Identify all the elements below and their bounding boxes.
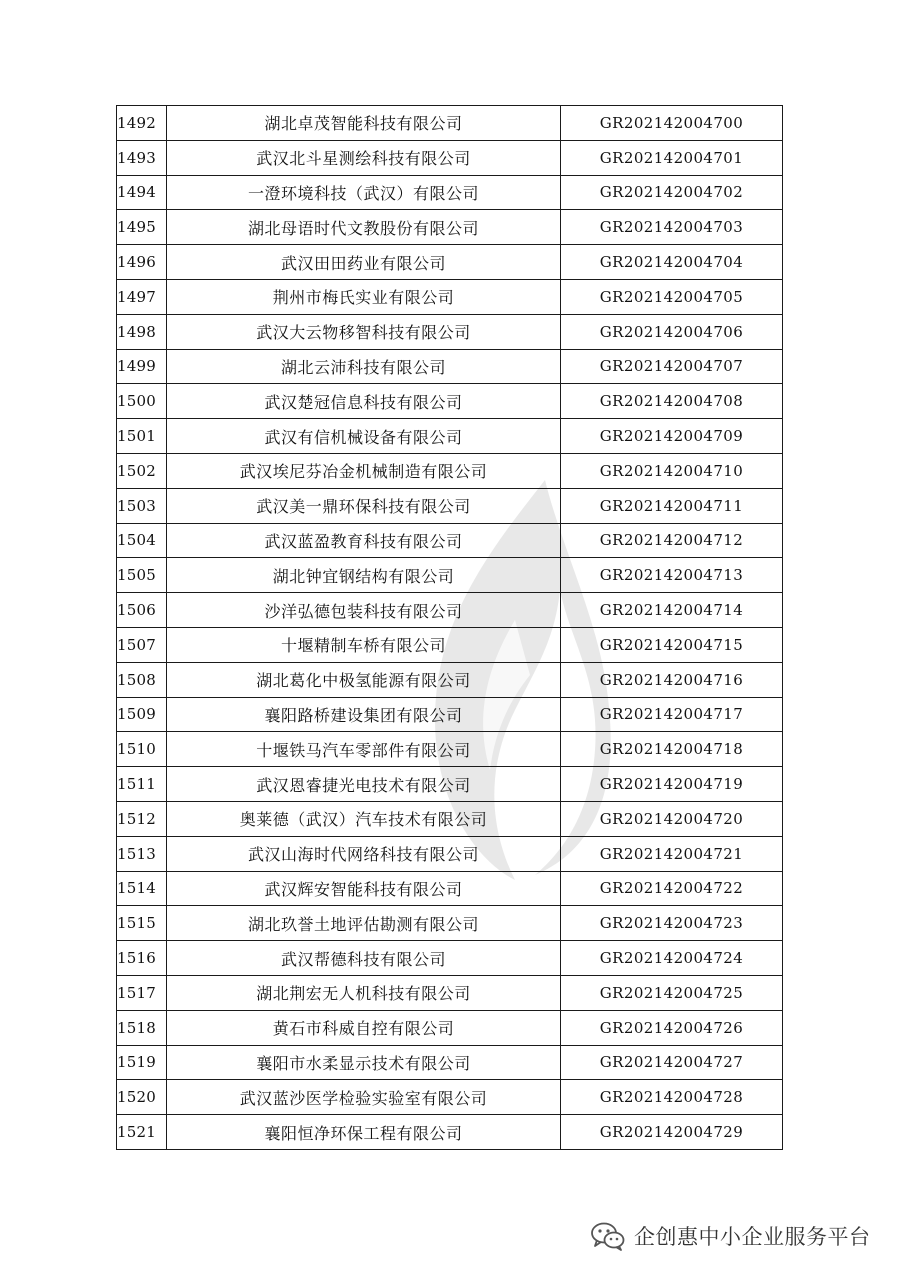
certificate-code: GR202142004715 — [561, 627, 783, 662]
table-row — [117, 593, 783, 628]
table-row — [117, 210, 783, 245]
company-name: 沙洋弘德包装科技有限公司 — [167, 593, 561, 628]
company-name: 武汉帮德科技有限公司 — [167, 941, 561, 976]
certificate-code: GR202142004719 — [561, 767, 783, 802]
company-name: 襄阳恒净环保工程有限公司 — [167, 1115, 561, 1150]
table-row — [117, 1010, 783, 1045]
row-number: 1493 — [117, 140, 167, 175]
table-row — [117, 697, 783, 732]
row-number: 1516 — [117, 941, 167, 976]
company-name: 武汉埃尼芬冶金机械制造有限公司 — [167, 453, 561, 488]
certificate-code: GR202142004713 — [561, 558, 783, 593]
certificate-code: GR202142004724 — [561, 941, 783, 976]
row-number: 1499 — [117, 349, 167, 384]
row-number: 1501 — [117, 419, 167, 454]
row-number: 1498 — [117, 314, 167, 349]
wechat-icon — [590, 1221, 626, 1251]
company-name: 湖北荆宏无人机科技有限公司 — [167, 975, 561, 1010]
certificate-code: GR202142004717 — [561, 697, 783, 732]
company-name: 武汉蓝盈教育科技有限公司 — [167, 523, 561, 558]
row-number: 1520 — [117, 1080, 167, 1115]
certificate-code: GR202142004714 — [561, 593, 783, 628]
company-name: 襄阳市水柔显示技术有限公司 — [167, 1045, 561, 1080]
table-row — [117, 384, 783, 419]
certificate-code: GR202142004718 — [561, 732, 783, 767]
table-row — [117, 627, 783, 662]
row-number: 1521 — [117, 1115, 167, 1150]
row-number: 1504 — [117, 523, 167, 558]
row-number: 1496 — [117, 245, 167, 280]
company-name: 湖北云沛科技有限公司 — [167, 349, 561, 384]
certificate-code: GR202142004722 — [561, 871, 783, 906]
certificate-code: GR202142004729 — [561, 1115, 783, 1150]
company-name: 湖北母语时代文教股份有限公司 — [167, 210, 561, 245]
company-name: 武汉美一鼎环保科技有限公司 — [167, 488, 561, 523]
certificate-code: GR202142004712 — [561, 523, 783, 558]
company-name: 武汉蓝沙医学检验实验室有限公司 — [167, 1080, 561, 1115]
row-number: 1506 — [117, 593, 167, 628]
certificate-code: GR202142004707 — [561, 349, 783, 384]
brand-name: 企创惠中小企业服务平台 — [634, 1225, 871, 1249]
certificate-code: GR202142004710 — [561, 453, 783, 488]
certificate-code: GR202142004709 — [561, 419, 783, 454]
certificate-code: GR202142004700 — [561, 106, 783, 141]
table-row — [117, 453, 783, 488]
certificate-code: GR202142004727 — [561, 1045, 783, 1080]
certificate-table — [116, 105, 783, 1150]
table-row — [117, 488, 783, 523]
certificate-code: GR202142004701 — [561, 140, 783, 175]
row-number: 1503 — [117, 488, 167, 523]
row-number: 1509 — [117, 697, 167, 732]
certificate-table-body — [117, 106, 783, 1150]
company-name: 武汉楚冠信息科技有限公司 — [167, 384, 561, 419]
row-number: 1497 — [117, 279, 167, 314]
row-number: 1514 — [117, 871, 167, 906]
certificate-code: GR202142004703 — [561, 210, 783, 245]
certificate-code: GR202142004723 — [561, 906, 783, 941]
row-number: 1505 — [117, 558, 167, 593]
table-row — [117, 871, 783, 906]
row-number: 1508 — [117, 662, 167, 697]
certificate-code: GR202142004716 — [561, 662, 783, 697]
company-name: 十堰精制车桥有限公司 — [167, 627, 561, 662]
footer-brand — [590, 1216, 871, 1256]
table-row — [117, 419, 783, 454]
row-number: 1510 — [117, 732, 167, 767]
company-name: 奥莱德（武汉）汽车技术有限公司 — [167, 801, 561, 836]
company-name: 十堰铁马汽车零部件有限公司 — [167, 732, 561, 767]
certificate-code: GR202142004726 — [561, 1010, 783, 1045]
company-name: 武汉有信机械设备有限公司 — [167, 419, 561, 454]
table-row — [117, 314, 783, 349]
row-number: 1492 — [117, 106, 167, 141]
table-row — [117, 279, 783, 314]
table-row — [117, 801, 783, 836]
company-name: 武汉北斗星测绘科技有限公司 — [167, 140, 561, 175]
table-row — [117, 523, 783, 558]
table-row — [117, 767, 783, 802]
table-row — [117, 140, 783, 175]
row-number: 1515 — [117, 906, 167, 941]
table-row — [117, 941, 783, 976]
row-number: 1502 — [117, 453, 167, 488]
row-number: 1518 — [117, 1010, 167, 1045]
company-name: 湖北卓茂智能科技有限公司 — [167, 106, 561, 141]
table-row — [117, 558, 783, 593]
table-row — [117, 662, 783, 697]
row-number: 1495 — [117, 210, 167, 245]
table-row — [117, 1115, 783, 1150]
company-name: 武汉恩睿捷光电技术有限公司 — [167, 767, 561, 802]
certificate-code: GR202142004702 — [561, 175, 783, 210]
row-number: 1512 — [117, 801, 167, 836]
table-row — [117, 1080, 783, 1115]
row-number: 1519 — [117, 1045, 167, 1080]
company-name: 湖北葛化中极氢能源有限公司 — [167, 662, 561, 697]
row-number: 1513 — [117, 836, 167, 871]
certificate-code: GR202142004708 — [561, 384, 783, 419]
company-name: 武汉大云物移智科技有限公司 — [167, 314, 561, 349]
company-name: 武汉辉安智能科技有限公司 — [167, 871, 561, 906]
table-row — [117, 836, 783, 871]
table-row — [117, 106, 783, 141]
row-number: 1494 — [117, 175, 167, 210]
certificate-code: GR202142004704 — [561, 245, 783, 280]
certificate-code: GR202142004728 — [561, 1080, 783, 1115]
company-name: 荆州市梅氏实业有限公司 — [167, 279, 561, 314]
row-number: 1517 — [117, 975, 167, 1010]
row-number: 1507 — [117, 627, 167, 662]
table-row — [117, 975, 783, 1010]
table-row — [117, 906, 783, 941]
company-name: 黄石市科威自控有限公司 — [167, 1010, 561, 1045]
company-name: 湖北钟宜钢结构有限公司 — [167, 558, 561, 593]
company-name: 襄阳路桥建设集团有限公司 — [167, 697, 561, 732]
certificate-code: GR202142004725 — [561, 975, 783, 1010]
row-number: 1500 — [117, 384, 167, 419]
company-name: 武汉田田药业有限公司 — [167, 245, 561, 280]
company-name: 一澄环境科技（武汉）有限公司 — [167, 175, 561, 210]
certificate-code: GR202142004706 — [561, 314, 783, 349]
table-row — [117, 175, 783, 210]
company-name: 湖北玖誉土地评估勘测有限公司 — [167, 906, 561, 941]
row-number: 1511 — [117, 767, 167, 802]
table-row — [117, 732, 783, 767]
certificate-code: GR202142004705 — [561, 279, 783, 314]
table-row — [117, 1045, 783, 1080]
certificate-code: GR202142004721 — [561, 836, 783, 871]
company-name: 武汉山海时代网络科技有限公司 — [167, 836, 561, 871]
table-row — [117, 349, 783, 384]
certificate-code: GR202142004720 — [561, 801, 783, 836]
table-row — [117, 245, 783, 280]
certificate-code: GR202142004711 — [561, 488, 783, 523]
